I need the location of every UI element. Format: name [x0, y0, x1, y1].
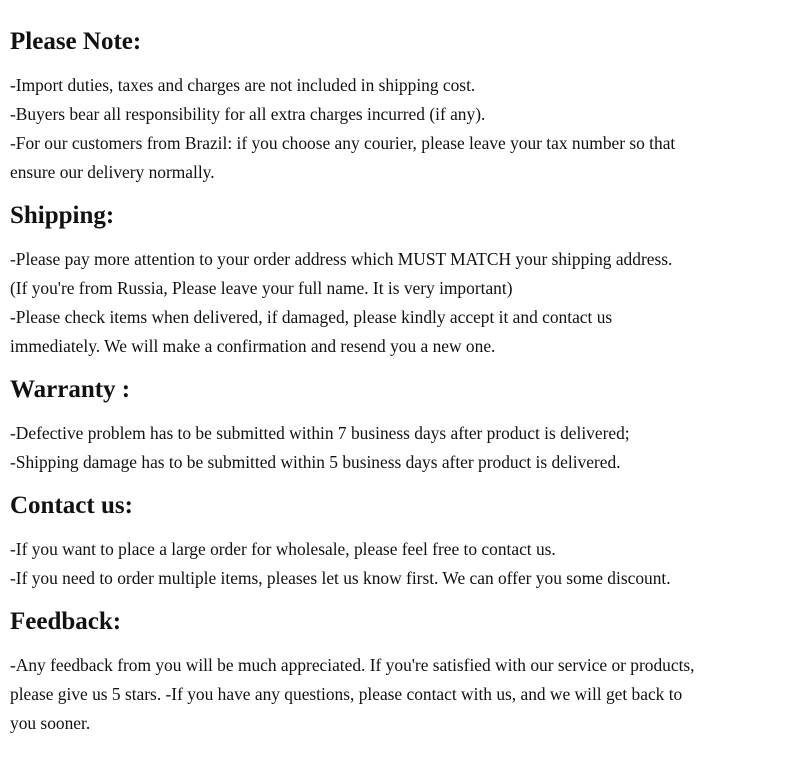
shipping-line-3: -Please check items when delivered, if damaged, please kindly accept it and contact us: [10, 307, 613, 327]
shipping-line-2: (If you're from Russia, Please leave your full name. It is very important): [10, 278, 513, 298]
section-heading-contact-us: Contact us:: [10, 492, 133, 519]
shipping-line-4: immediately. We will make a confirmation and resend you a new one.: [10, 336, 496, 356]
please-note-line-3: -For our customers from Brazil: if you choose any courier, please leave your tax number so that: [10, 133, 676, 153]
please-note-line-4: ensure our delivery normally.: [10, 162, 215, 182]
feedback-line-3: you sooner.: [10, 713, 91, 733]
warranty-line-2: -Shipping damage has to be submitted within 5 business days after product is delivered.: [10, 452, 621, 472]
section-heading-warranty: Warranty :: [10, 376, 131, 403]
warranty-line-1: -Defective problem has to be submitted within 7 business days after product is delivered;: [10, 423, 630, 443]
contact-us-line-2: -If you need to order multiple items, pleases let us know first. We can offer you some discount.: [10, 568, 671, 588]
section-heading-please-note: Please Note:: [10, 28, 142, 55]
please-note-line-2: -Buyers bear all responsibility for all extra charges incurred (if any).: [10, 104, 486, 124]
shipping-line-1: -Please pay more attention to your order address which MUST MATCH your shipping address.: [10, 249, 673, 269]
section-heading-feedback: Feedback:: [10, 608, 122, 635]
please-note-line-1: -Import duties, taxes and charges are not included in shipping cost.: [10, 75, 476, 95]
feedback-line-2: please give us 5 stars. -If you have any questions, please contact with us, and we will get back to: [10, 684, 683, 704]
feedback-line-1: -Any feedback from you will be much appreciated. If you're satisfied with our service or products,: [10, 655, 695, 675]
section-heading-shipping: Shipping:: [10, 202, 115, 229]
contact-us-line-1: -If you want to place a large order for wholesale, please feel free to contact us.: [10, 539, 556, 559]
